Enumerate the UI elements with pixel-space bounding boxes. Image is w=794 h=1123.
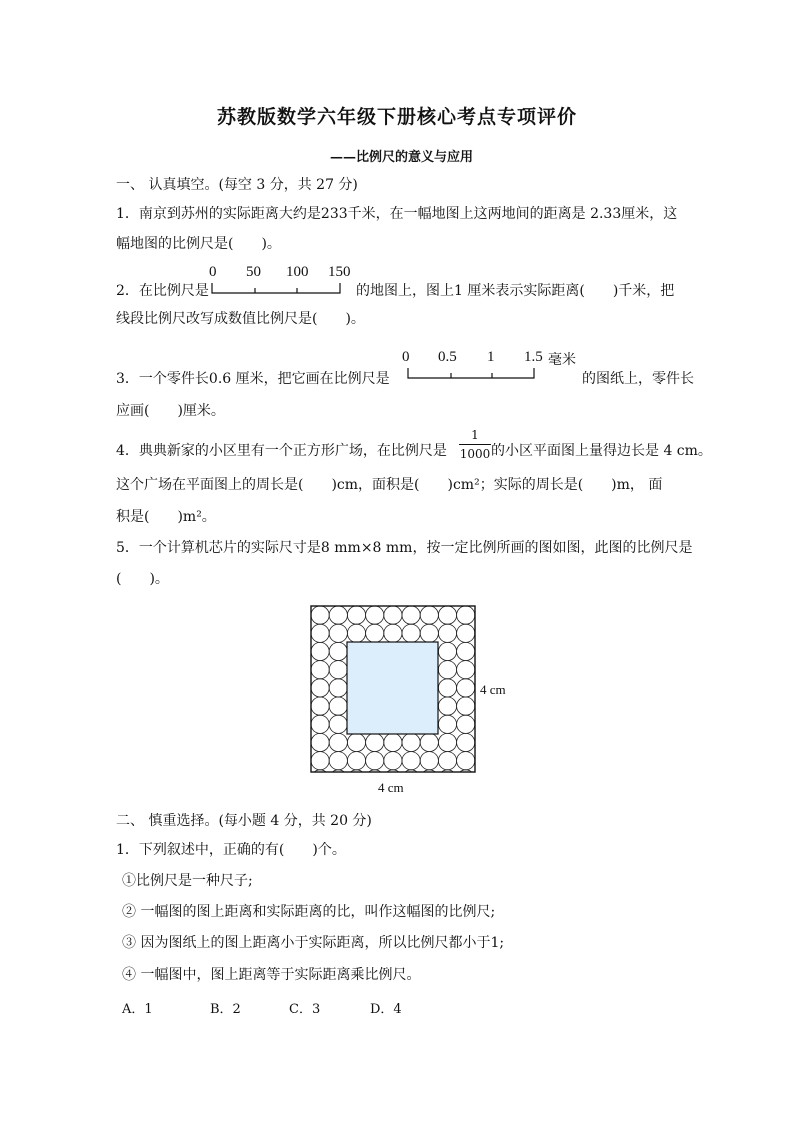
chip-circle (438, 624, 456, 642)
chip-circle (402, 733, 420, 751)
chip-circle (457, 624, 475, 642)
section1-heading: 一、 认真填空。(每空 3 分，共 27 分) (116, 177, 358, 193)
section2-heading: 二、 慎重选择。(每小题 4 分，共 20 分) (116, 813, 372, 829)
chip-circle (384, 624, 402, 642)
q4-fraction-numerator: 1 (471, 428, 479, 442)
chip-circle (347, 733, 365, 751)
chip-circle (347, 606, 365, 624)
chip-circle (311, 752, 329, 770)
chip-circle (329, 642, 347, 660)
chip-circle (311, 642, 329, 660)
chip-circle (366, 752, 384, 770)
q2-scale-label-150: 150 (328, 264, 351, 280)
chip-circle (438, 733, 456, 751)
chip-circle (384, 606, 402, 624)
chip-circle (347, 624, 365, 642)
chip-circle (457, 697, 475, 715)
chip-circle (329, 679, 347, 697)
chip-circle (329, 752, 347, 770)
q2-prefix: 2．在比例尺是 (116, 283, 209, 299)
q2-scale-label-50: 50 (246, 264, 261, 280)
q3-prefix: 3．一个零件长0.6 厘米，把它画在比例尺是 (116, 371, 390, 387)
q4-line3: 积是( )m²。 (116, 509, 216, 525)
document-title: 苏教版数学六年级下册核心考点专项评价 (216, 106, 577, 128)
q2-line2: 线段比例尺改写成数值比例尺是( )。 (116, 311, 365, 327)
chip-circle (329, 733, 347, 751)
q4-prefix: 4．典典新家的小区里有一个正方形广场，在比例尺是 (116, 443, 447, 459)
chip-circle (366, 624, 384, 642)
chip-circle (420, 752, 438, 770)
chip-circle (457, 661, 475, 679)
q3-line2: 应画( )厘米。 (116, 403, 225, 419)
chip-circle (329, 624, 347, 642)
option-a: A．1 (122, 1002, 153, 1017)
s2-item-1: ①比例尺是一种尺子; (122, 873, 253, 889)
chip-circle (420, 624, 438, 642)
q3-scale-unit: 毫米 (548, 352, 576, 368)
q3-scale-label-0: 0 (402, 349, 410, 365)
chip-circle (329, 715, 347, 733)
chip-circle (347, 752, 365, 770)
option-b: B．2 (210, 1002, 241, 1017)
chip-circle (420, 733, 438, 751)
chip-circle (438, 606, 456, 624)
q1-line1: 1．南京到苏州的实际距离大约是233千米，在一幅地图上这两地间的距离是 2.33厘米，这 (116, 206, 678, 222)
chip-circle (438, 661, 456, 679)
chip-circle (438, 679, 456, 697)
q5-line1: 5．一个计算机芯片的实际尺寸是8 mm×8 mm，按一定比例所画的图如图，此图的比例尺是 (116, 540, 693, 556)
chip-circle (438, 752, 456, 770)
chip-circle (457, 733, 475, 751)
chip-circle (311, 606, 329, 624)
q2-scale-bar (208, 282, 344, 296)
figure-right-label: 4 cm (480, 682, 506, 697)
chip-circle (402, 624, 420, 642)
chip-circle (329, 697, 347, 715)
q2-suffix: 的地图上，图上1 厘米表示实际距离( )千米，把 (356, 283, 675, 299)
chip-circle (438, 642, 456, 660)
chip-circle (402, 752, 420, 770)
document-subtitle: ——比例尺的意义与应用 (330, 150, 474, 165)
q4-fraction-bar (459, 444, 491, 445)
option-d: D．4 (370, 1002, 402, 1017)
s2-item-3: ③ 因为图纸上的图上距离小于实际距离，所以比例尺都小于1; (122, 935, 505, 951)
chip-circle (420, 606, 438, 624)
q3-scale-bar (404, 367, 540, 381)
chip-circle (329, 661, 347, 679)
chip-circle (329, 606, 347, 624)
s2-item-4: ④ 一幅图中，图上距离等于实际距离乘比例尺。 (122, 967, 421, 983)
chip-circle (457, 752, 475, 770)
q4-line2: 这个广场在平面图上的周长是( )cm，面积是( )cm²；实际的周长是( )m， 面 (116, 477, 663, 493)
chip-figure (300, 596, 480, 782)
figure-bottom-label: 4 cm (378, 780, 404, 795)
chip-circle (402, 606, 420, 624)
s2-item-2: ② 一幅图的图上距离和实际距离的比，叫作这幅图的比例尺; (122, 904, 496, 920)
q2-scale-label-100: 100 (286, 264, 309, 280)
chip-circle (311, 679, 329, 697)
chip-circle (366, 733, 384, 751)
chip-circle (366, 606, 384, 624)
chip-circle (457, 642, 475, 660)
chip-circle (384, 733, 402, 751)
chip-circle (311, 624, 329, 642)
q3-suffix: 的图纸上，零件长 (582, 371, 694, 387)
chip-circle (457, 679, 475, 697)
chip-circle (438, 697, 456, 715)
chip-inner-square (347, 642, 438, 734)
q2-scale-label-0: 0 (209, 264, 217, 280)
q5-line2: ( )。 (116, 571, 169, 587)
q4-suffix: 的小区平面图上量得边长是 4 cm。 (491, 443, 712, 459)
q3-scale-label-1: 1 (487, 349, 495, 365)
chip-circle (311, 715, 329, 733)
chip-circle (311, 733, 329, 751)
chip-circle (311, 697, 329, 715)
q3-scale-label-0-5: 0.5 (438, 349, 457, 365)
chip-circle (457, 606, 475, 624)
q1-line2: 幅地图的比例尺是( )。 (116, 236, 281, 252)
s2-q1: 1．下列叙述中，正确的有( )个。 (116, 842, 346, 858)
chip-circle (384, 752, 402, 770)
chip-circle (438, 715, 456, 733)
chip-circle (311, 661, 329, 679)
q4-fraction-denominator: 1000 (459, 447, 491, 461)
chip-circle (457, 715, 475, 733)
q4-fraction (459, 428, 491, 461)
option-c: C．3 (289, 1002, 321, 1017)
q3-scale-label-1-5: 1.5 (524, 349, 543, 365)
